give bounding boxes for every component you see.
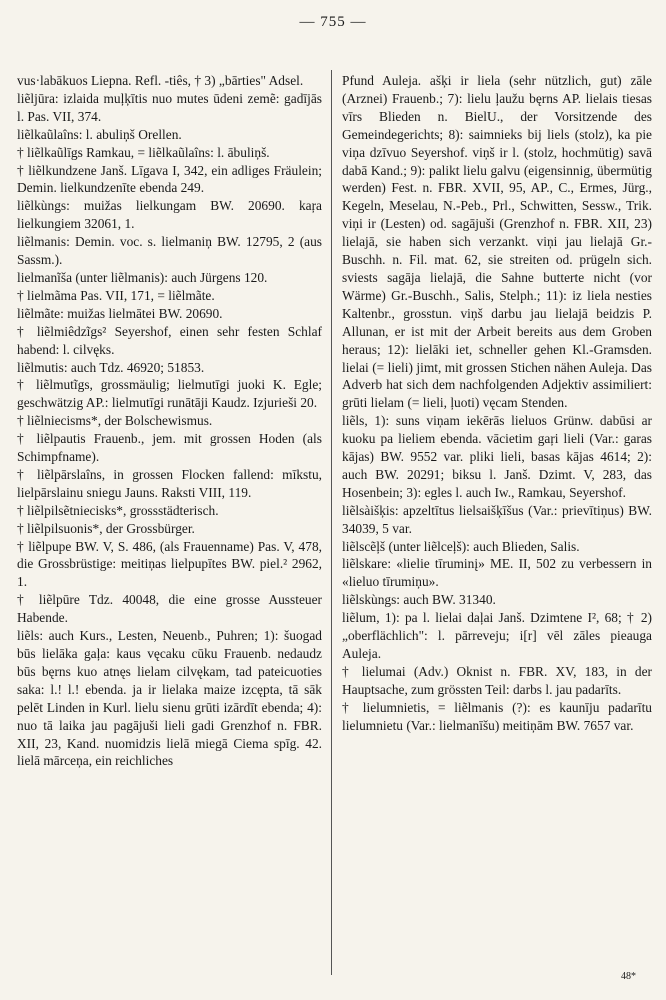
dictionary-entry: liẽls, 1): suns viņam iekērās lieluos Grünw. dabūsi ar kuoku pa lieliem ebenda. vācietim gaŗi lieli (Var.: garas kājas) BW. 9552 var. pliki lieli, basas kājas 4614; 2): auch BW. 20291; biksu l. Janš. Dzimt. V, 283, das Hosenbein; 3): egles l. auch Iw., Ramkau, Seyershof. xyxy=(342,413,652,500)
dictionary-entry: vus·labākuos Liepna. Refl. -tiês, † 3) „bārties" Adsel. xyxy=(17,73,304,88)
dictionary-entry: liẽlmãte: muižas lielmātei BW. 20690. xyxy=(17,305,223,321)
dictionary-entry: † liẽlpūre Tdz. 40048, die eine grosse Aussteuer Habende. xyxy=(17,592,322,626)
dictionary-entry: † liẽlpārslaîns, in grossen Flocken fallend: mīkstu, lielpārslainu sniegu Jauns. Raksti VIII, 119. xyxy=(17,466,322,500)
dictionary-entry: liẽlmanis: Demin. voc. s. lielmaniņ BW. 12795, 2 (aus Sassm.). xyxy=(17,234,322,268)
dictionary-entry: † liẽlmutĩgs, grossmäulig; lielmutīgi juoki K. Egle; geschwätzig AP.: lielmutīgi runātāji Kaudz. Izjurieši 20. xyxy=(17,377,322,411)
dictionary-entry: liẽlkùngs: muižas lielkungam BW. 20690. kaŗa lielkungiem 32061, 1. xyxy=(17,198,322,232)
dictionary-entry: † lielumnietis, = liẽlmanis (?): es kaunīju padarītu lielumnietu (Var.: lielmanīšu) meitiņām BW. 7657 var. xyxy=(342,699,652,733)
dictionary-entry: liẽlmutis: auch Tdz. 46920; 51853. xyxy=(17,359,205,375)
dictionary-entry: † liẽlpautis Frauenb., jem. mit grossen Hoden (als Schimpfname). xyxy=(17,431,322,465)
dictionary-entry: † liẽlniecisms*, der Bolschewismus. xyxy=(17,413,213,429)
page-number: — 755 — xyxy=(299,14,367,30)
dictionary-entry: liẽls: auch Kurs., Lesten, Neuenb., Puhren; 1): šuogad būs lielāka gaļa: kaus vęcaku cūku Frauenb. nedaudz būs bęrns kuo atnęs lielam cilvękam, tad pateicuoties saka: l.! l.! ebenda. ja ir lielaka maize izcępta, tā sāk pelēt Linden in Kurl. lielu sienu grūti izārdīt ebenda; 4): nuo tā laika jau pagājuši lieli gadi Grenzhof n. FBR. XII, 23, Kand. nuomidzis lielā miegā Ciema spīg. 42. lielā mārceņa, ein reichliches xyxy=(17,628,322,769)
dictionary-entry: liẽljūra: izlaida muļķītis nuo mutes ūdeni zemẽ: gadījās l. Pas. VII, 374. xyxy=(17,90,322,124)
left-column xyxy=(17,72,322,770)
dictionary-entry: † liẽlkaũlīgs Ramkau, = liẽlkaũlaîns: l. ābuliņš. xyxy=(17,144,270,160)
dictionary-entry: † liẽlpilsẽtniecisks*, grossstädterisch. xyxy=(17,502,219,518)
column-divider xyxy=(331,70,332,975)
dictionary-entry: liẽlum, 1): pa l. lielai daļai Janš. Dzimtene I², 68; † 2) „oberflächlich": l. pārreveju; i[r] vēl zāles pieauga Auleja. xyxy=(342,610,652,661)
dictionary-entry: liẽlskare: «lielie tīruminį» ME. II, 502 zu verbessern in «lieluo tīrumiņu». xyxy=(342,556,652,590)
right-column xyxy=(342,72,652,735)
dictionary-entry: † lielumai (Adv.) Oknist n. FBR. XV, 183, in der Hauptsache, zum grössten Teil: darbs l. jau padarīts. xyxy=(342,663,652,697)
dictionary-entry: lielmanĩša (unter liẽlmanis): auch Jürgens 120. xyxy=(17,269,268,285)
dictionary-entry: liẽlsàišķis: apzeltītus lielsaišķīšus (Var.: prievītiņus) BW. 34039, 5 var. xyxy=(342,502,652,536)
dictionary-entry: † liẽlkundzene Janš. Līgava I, 342, ein adliges Fräulein; Demin. lielkundzenīte ebenda 249. xyxy=(17,162,322,196)
dictionary-entry: † liẽlpupe BW. V, S. 486, (als Frauenname) Pas. V, 478, die Grossbrüstige: meitiņas lielpupītes BW. piel.² 2962, 1. xyxy=(17,538,322,590)
dictionary-entry: Pfund Auleja. ašķi ir liela (sehr nützlich, gut) zāle (Arznei) Frauenb.; 7): lielu ļaužu bęrns AP. lielais tiesas vīrs Blieden n. BielU., der Vorsitzende des Gemeindegerichts; 8): saimnieks bij liels (stolz), ka pie viņa dzīvuo Seyershof. viņš ir l. (stolz, hochmütig) savā dabā Kand.; 9): palikt lielu galvu (eigensinnig, übermütig werden) Fest. n. FBR. XVII, 95, AP., C., Ermes, Jürg., Kegeln, Meselau, N.-Peb., Prl., Schwitten, Sessw., Trik. viņi ir (Lesten) od. sagājuši (Grenzhof n. FBR. XII, 23) lielajā, sie haben sich verzankt. viņi jau lielajā Gr.-Buschh. n. Fil. mat. 62, sie streiten od. prügeln sich. sviests sagāja lielajā, die Sahne butterte nicht (vor Wärme) Gr.-Buschh., Salis, Stelph.; 11): iz liela nesties Kaltenbr., grosstun. viņš darbu jau lielajā beidzis P. Allunan, er ist mit der Arbeit bereits aus dem Groben heraus; 12): lielāki iet, schneller gehen Kl.-Gramsden. lielai (= lieli) jimt, mit grossen Stichen nähen Auleja. Das Adverb hat sich dem nachfolgenden Adjektiv assimiliert: grūti lielam (= lieli, ļuoti) vęcam Stenden. xyxy=(342,73,652,411)
signature-mark: 48* xyxy=(621,971,636,982)
dictionary-entry: † lielmãma Pas. VII, 171, = liẽlmãte. xyxy=(17,287,215,303)
dictionary-entry: liẽlskùngs: auch BW. 31340. xyxy=(342,592,496,608)
dictionary-entry: liẽlscẽļš (unter liẽlceļš): auch Blieden, Salis. xyxy=(342,538,580,554)
dictionary-entry: † liẽlpilsuonis*, der Grossbürger. xyxy=(17,520,195,536)
dictionary-entry: † liẽlmiêdzĩgs² Seyershof, einen sehr festen Schlaf habend: l. cilvęks. xyxy=(17,323,322,357)
dictionary-entry: liẽlkaũlaîns: l. abuliņš Orellen. xyxy=(17,126,182,142)
